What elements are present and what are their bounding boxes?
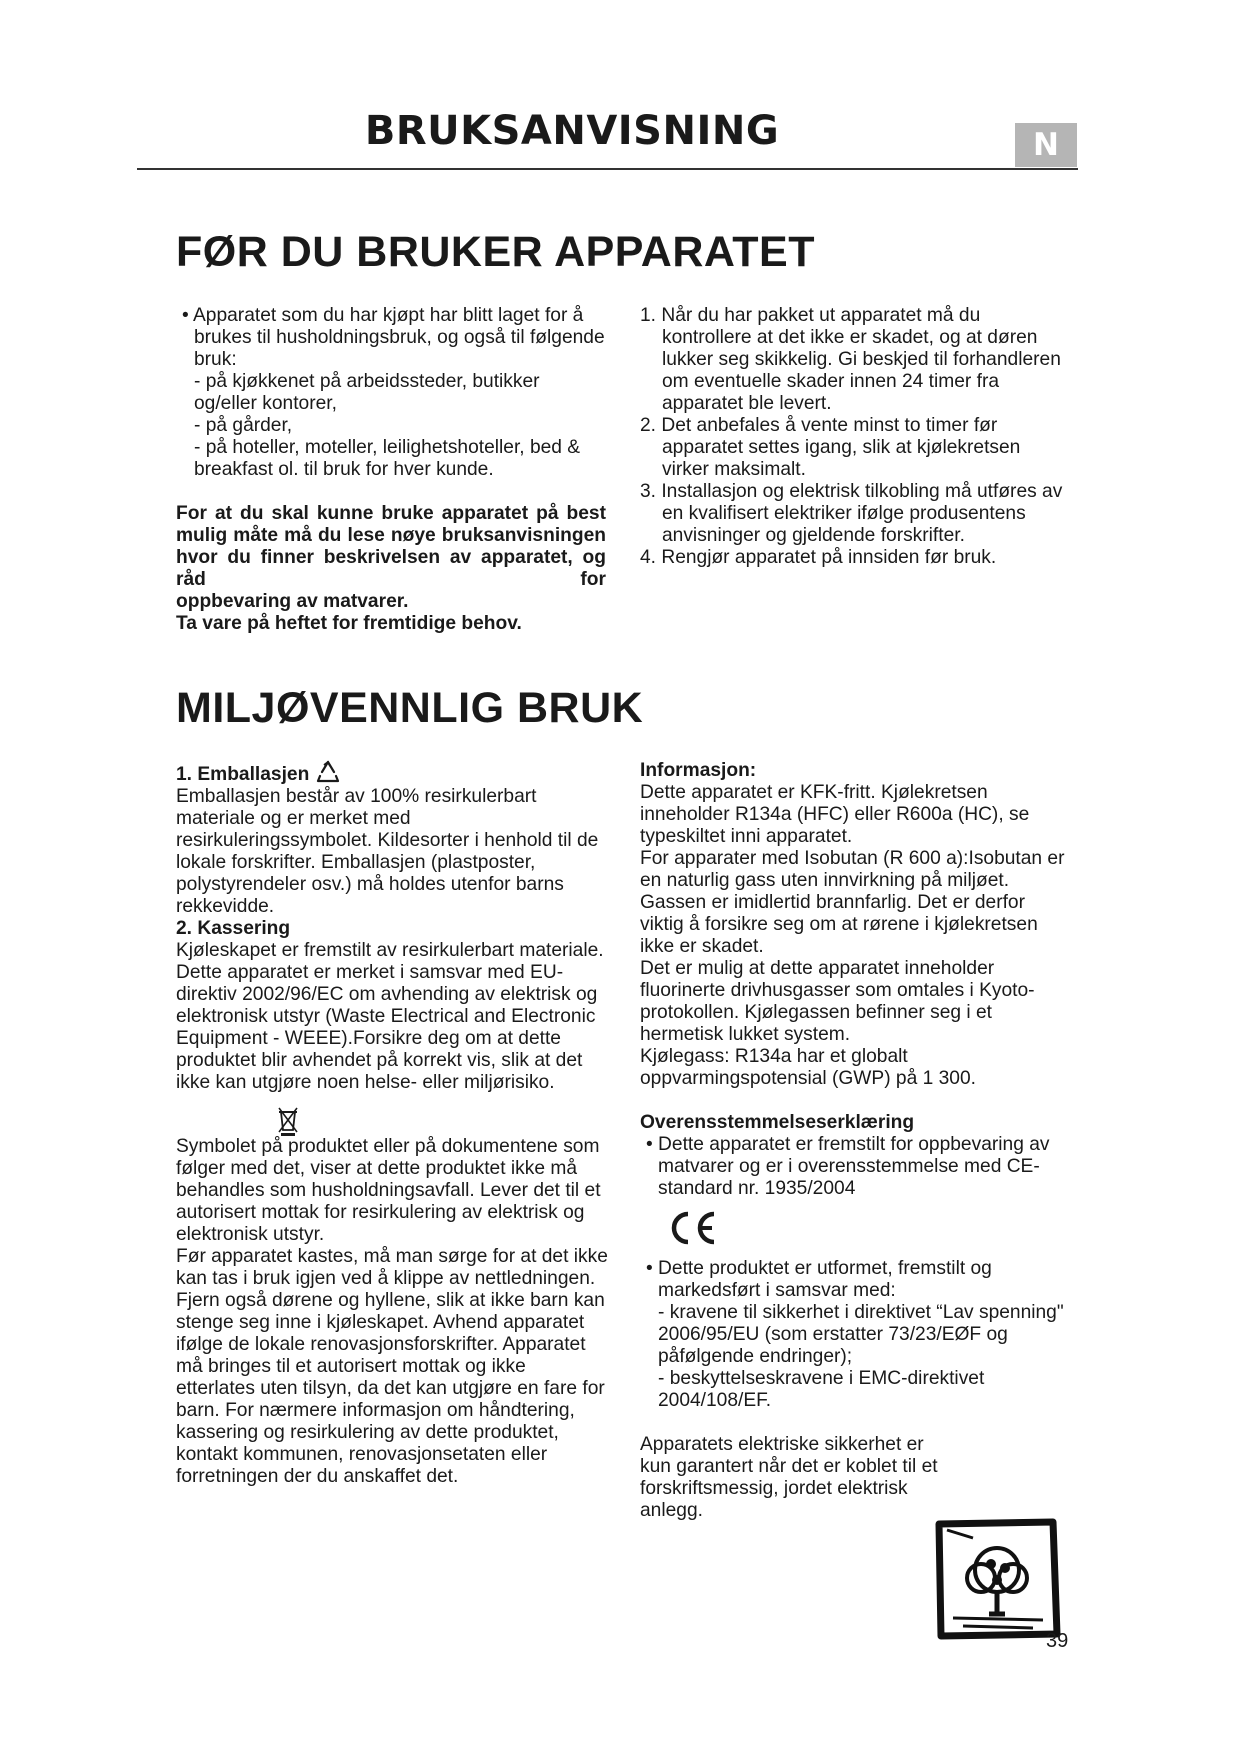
read-manual-note-end: oppbevaring av matvarer. <box>176 591 409 612</box>
step-item: 3. Installasjon og elektrisk tilkobling må utføres av en kvalifisert elektriker ifølge produsentens anvisninger og gjeldende forskrifter. <box>640 481 1063 546</box>
language-badge: N <box>1015 123 1077 167</box>
fluor-gas-text: Det er mulig at dette apparatet inneholder fluorinerte drivhusgasser som omtales i Kyoto-protokollen. Kjølegassen befinner seg i et hermetisk lukket system. <box>640 958 1035 1045</box>
step-item: 2. Det anbefales å vente minst to timer før apparatet settes igang, slik at kjølekretsen virker maksimalt. <box>640 415 1021 480</box>
intro-paragraph: • Apparatet som du har kjøpt har blitt laget for å brukes til husholdningsbruk, og også til følgende bruk: <box>182 305 605 370</box>
weee-bin-icon <box>276 1106 300 1136</box>
disposal-text: Kjøleskapet er fremstilt av resirkulerbart materiale. Dette apparatet er merket i samsvar med EU-direktiv 2002/96/EC om avhending av elektrisk og elektronisk utstyr (Waste Electrical and Electronic Equipment - WEEE).Forsikre deg om at dette produktet blir avhendet på korrekt vis, slik at det ikke kan utgjøre noen helse- eller miljørisiko. <box>176 940 604 1093</box>
before-disposal-text: Før apparatet kastes, må man sørge for at det ikke kan tas i bruk igjen ved å klippe av nettledningen. Fjern også dørene og hyllene, slik at ikke barn kan stenge seg inne i kjøleskapet. Avhend apparatet ifølge de lokale renovasjonsforskrifter. Apparatet må bringes til et autorisert mottak og ikke etterlates uten tilsyn, da det kan utgjøre en fare for barn. For nærmere informasjon om håndtering, kassering og resirkulering av dette produktet, kontakt kommunen, renovasjonsetaten eller forretningen der du anskaffet det. <box>176 1246 608 1487</box>
title-divider <box>137 168 1078 170</box>
disposal-title: 2. Kassering <box>176 918 291 939</box>
electrical-safety-text: Apparatets elektriske sikkerhet er kun garantert når det er koblet til et forskriftsmessig, jordet elektrisk anlegg. <box>640 1434 938 1521</box>
environment-left-column <box>176 760 608 1488</box>
isobutan-text: For apparater med Isobutan (R 600 a):Isobutan er en naturlig gass uten innvirkning på miljøet. Gassen er imidlertid brannfarlig. Det er derfor viktig å forsikre seg om at rørene i kjølekretsen ikke er skadet. <box>640 848 1065 957</box>
before-use-left-column <box>176 305 606 635</box>
conformity-sub-item: - beskyttelseskravene i EMC-direktivet 2004/108/EF. <box>658 1368 985 1411</box>
conformity-bullet: • Dette apparatet er fremstilt for oppbevaring av matvarer og er i overensstemmelse med CE-standard nr. 1935/2004 <box>646 1134 1050 1199</box>
step-item: 4. Rengjør apparatet på innsiden før bruk. <box>640 547 997 568</box>
info-title: Informasjon: <box>640 760 757 781</box>
packaging-text: Emballasjen består av 100% resirkulerbart materiale og er merket med resirkuleringssymbolet. Kildesorter i henhold til de lokale forskrifter. Emballasjen (plastposter, polystyrendeler osv.) må holdes utenfor barns rekkevidde. <box>176 786 599 917</box>
read-manual-note: For at du skal kunne bruke apparatet på best mulig måte må du lese nøye bruksanvisningen hvor du finner beskrivelsen av apparatet, og råd for <box>176 503 606 590</box>
before-use-right-column <box>640 305 1072 569</box>
use-item: - på gårder, <box>194 415 293 436</box>
symbol-text: Symbolet på produktet eller på dokumentene som følger med det, viser at dette produktet ikke må behandles som husholdningsavfall. Lever det til et autorisert mottak for resirkulering av elektrisk og elektronisk utstyr. <box>176 1136 601 1245</box>
use-item: - på hoteller, moteller, leilighetshoteller, bed & breakfast ol. til bruk for hver kunde. <box>194 437 581 480</box>
use-item: - på kjøkkenet på arbeidssteder, butikker og/eller kontorer, <box>194 371 540 414</box>
conformity-sub-item: - kravene til sikkerhet i direktivet “Lav spenning" 2006/95/EU (som erstatter 73/23/EØF og påfølgende endringer); <box>658 1302 1064 1367</box>
info-text: Dette apparatet er KFK-fritt. Kjølekretsen inneholder R134a (HFC) eller R600a (HC), se typeskiltet inni apparatet. <box>640 782 1030 847</box>
page-title: BRUKSANVISNING <box>364 108 780 154</box>
step-item: 1. Når du har pakket ut apparatet må du kontrollere at det ikke er skadet, og at døren lukker seg skikkelig. Gi beskjed til forhandleren om eventuelle skader innen 24 timer fra apparatet ble levert. <box>640 305 1061 414</box>
ce-mark-icon <box>664 1208 720 1248</box>
keep-manual-note: Ta vare på heftet for fremtidige behov. <box>176 613 522 634</box>
refrigerant-text: Kjølegass: R134a har et globalt oppvarmingspotensial (GWP) på 1 300. <box>640 1046 976 1089</box>
packaging-title-line <box>176 760 608 786</box>
page-number: 39 <box>1046 1630 1069 1652</box>
recycle-icon <box>315 760 341 784</box>
conformity-bullet: • Dette produktet er utformet, fremstilt og markedsført i samsvar med: <box>646 1258 992 1301</box>
packaging-title: 1. Emballasjen <box>176 764 310 785</box>
section-heading-environment: MILJØVENNLIG BRUK <box>176 684 644 732</box>
environment-tree-stamp-icon <box>933 1518 1061 1640</box>
conformity-title: Overensstemmelseserklæring <box>640 1112 915 1133</box>
section-heading-before-use: FØR DU BRUKER APPARATET <box>176 228 815 276</box>
environment-right-column <box>640 760 1072 1522</box>
